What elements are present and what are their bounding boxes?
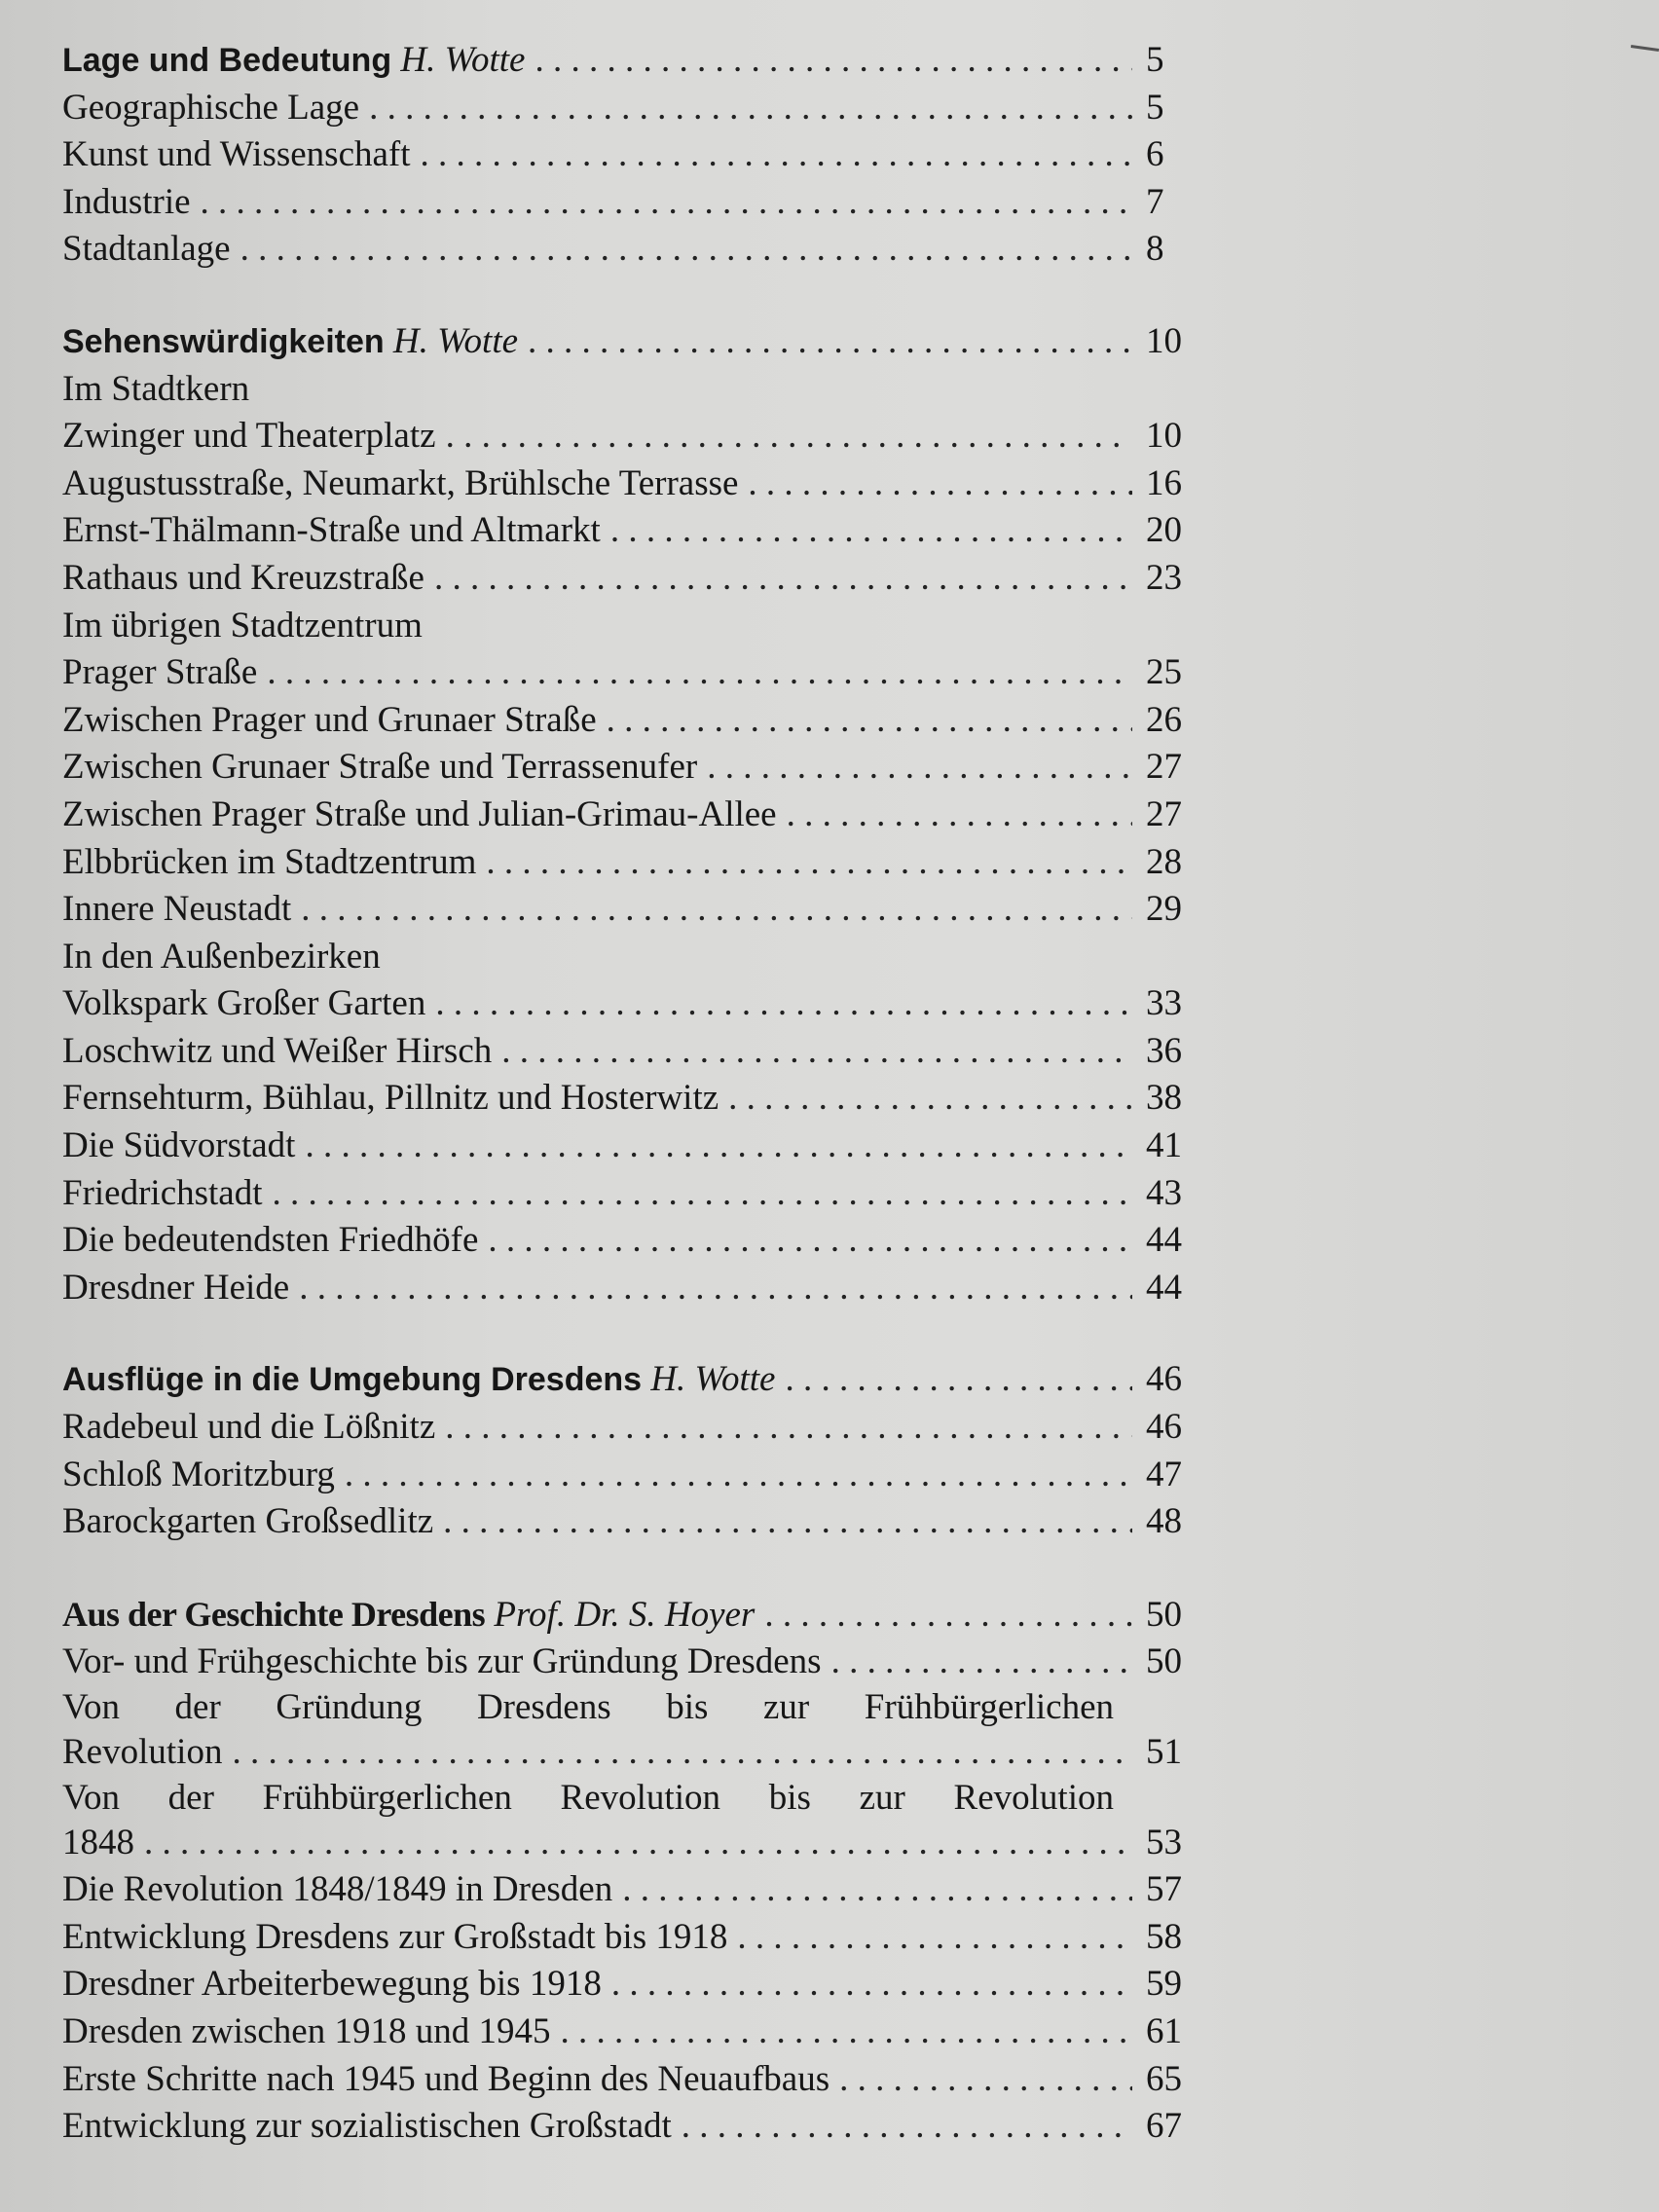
toc-entry[interactable] — [62, 1028, 1216, 1076]
entry-title: Innere Neustadt — [62, 889, 292, 930]
toc-heading[interactable] — [62, 1591, 1216, 1640]
leader-dots — [748, 461, 1132, 508]
toc-entry[interactable] — [62, 555, 1216, 603]
toc-heading[interactable] — [62, 1356, 1216, 1404]
entry-title: Kunst und Wissenschaft — [62, 134, 411, 175]
page-number: 7 — [1146, 181, 1164, 222]
leader-dots — [785, 1356, 1132, 1404]
toc-entry[interactable] — [62, 85, 1216, 132]
leader-dots — [682, 2103, 1132, 2151]
leader-dots — [528, 318, 1132, 366]
entry-title: Rathaus und Kreuzstraße — [62, 557, 424, 598]
page-number: 38 — [1146, 1078, 1182, 1119]
page-number: 58 — [1146, 1916, 1182, 1957]
toc-entry[interactable] — [62, 2009, 1216, 2056]
page-number: 26 — [1146, 699, 1182, 740]
leader-dots — [435, 980, 1132, 1028]
leader-dots — [240, 226, 1132, 274]
entry-title: Im Stadtkern — [62, 368, 250, 409]
toc-entry[interactable] — [62, 1961, 1216, 2009]
entry-title: Die bedeutendsten Friedhöfe — [62, 1220, 479, 1261]
leader-dots — [607, 697, 1132, 745]
entry-title: Von der Gründung Dresdens bis zur Frühbürgerlichen — [62, 1687, 1114, 1727]
entry-title: Von der Frühbürgerlichen Revolution bis zur Revolution — [62, 1777, 1114, 1818]
leader-dots — [707, 744, 1132, 792]
toc-entry[interactable] — [62, 649, 1216, 697]
page-number: 28 — [1146, 841, 1182, 882]
entry-title: Fernsehturm, Bühlau, Pillnitz und Hosterwitz — [62, 1078, 719, 1119]
toc-section — [62, 1591, 1216, 2151]
toc-entry[interactable] — [62, 1452, 1216, 1499]
toc-section — [62, 1356, 1216, 1545]
toc-entry[interactable] — [62, 226, 1216, 274]
leader-dots — [446, 413, 1132, 461]
page-number: 46 — [1146, 1359, 1182, 1400]
page-number: 46 — [1146, 1407, 1182, 1448]
toc-entry-multiline[interactable] — [62, 1777, 1216, 1867]
bleed-through-text — [1256, 29, 1645, 266]
entry-title-continuation: 1848 — [62, 1822, 134, 1862]
page-number: 50 — [1146, 1641, 1182, 1682]
page-number: 23 — [1146, 557, 1182, 598]
entry-title: Die Südvorstadt — [62, 1125, 296, 1166]
toc-heading[interactable] — [62, 318, 1216, 366]
toc-entry[interactable] — [62, 2103, 1216, 2151]
page-number: 20 — [1146, 510, 1182, 551]
leader-dots — [787, 792, 1132, 839]
leader-dots — [610, 507, 1132, 555]
toc-entry[interactable] — [62, 1914, 1216, 1962]
entry-title: Ernst-Thälmann-Straße und Altmarkt — [62, 510, 601, 551]
page-number: 5 — [1146, 40, 1164, 80]
toc-entry[interactable] — [62, 2056, 1216, 2104]
heading-author: H. Wotte — [400, 40, 526, 80]
entry-title: Im übrigen Stadtzentrum — [62, 605, 423, 645]
leader-dots — [232, 1729, 1132, 1777]
heading-title: Sehenswürdigkeiten — [62, 322, 385, 360]
entry-title: Erste Schritte nach 1945 und Beginn des Neuaufbaus — [62, 2058, 830, 2099]
entry-title: Stadtanlage — [62, 229, 231, 270]
entry-title-continuation: Revolution — [62, 1732, 223, 1772]
leader-dots — [273, 1170, 1132, 1218]
toc-entry[interactable] — [62, 886, 1216, 934]
page-number: 48 — [1146, 1501, 1182, 1542]
leader-dots — [144, 1820, 1132, 1867]
entry-title: Dresdner Heide — [62, 1267, 290, 1308]
toc-entry[interactable] — [62, 1404, 1216, 1452]
page-number: 51 — [1146, 1732, 1182, 1772]
heading-title: Aus der Geschichte Dresdens — [62, 1594, 486, 1634]
entry-title: Radebeul und die Lößnitz — [62, 1407, 436, 1448]
leader-dots — [560, 2009, 1132, 2056]
entry-title: Barockgarten Großsedlitz — [62, 1501, 434, 1542]
leader-dots — [267, 649, 1132, 697]
toc-entry[interactable] — [62, 1265, 1216, 1312]
page-number: 29 — [1146, 889, 1182, 930]
entry-title: In den Außenbezirken — [62, 936, 381, 977]
page-number: 16 — [1146, 462, 1182, 503]
toc-entry[interactable] — [62, 1170, 1216, 1218]
toc-subheading — [62, 366, 1216, 414]
page-number: 5 — [1146, 87, 1164, 128]
leader-dots — [434, 555, 1132, 603]
toc-entry[interactable] — [62, 1866, 1216, 1914]
leader-dots — [305, 1123, 1132, 1170]
page-number: 44 — [1146, 1220, 1182, 1261]
toc-entry[interactable] — [62, 744, 1216, 792]
page-number: 25 — [1146, 652, 1182, 693]
leader-dots — [345, 1452, 1132, 1499]
page-number: 27 — [1146, 747, 1182, 788]
entry-title: Zwischen Grunaer Straße und Terrassenufer — [62, 747, 698, 788]
page-number: 65 — [1146, 2058, 1182, 2099]
page-number: 10 — [1146, 320, 1182, 361]
page-number: 57 — [1146, 1869, 1182, 1910]
entry-title: Loschwitz und Weißer Hirsch — [62, 1030, 493, 1071]
leader-dots — [501, 1028, 1132, 1076]
toc-entry[interactable] — [62, 697, 1216, 745]
entry-title: Schloß Moritzburg — [62, 1454, 335, 1494]
toc-subheading — [62, 934, 1216, 981]
leader-dots — [737, 1914, 1132, 1962]
page-number: 43 — [1146, 1172, 1182, 1213]
page-number: 33 — [1146, 983, 1182, 1024]
toc-subheading — [62, 603, 1216, 650]
heading-author: H. Wotte — [650, 1359, 776, 1400]
entry-title: Zwischen Prager und Grunaer Straße — [62, 699, 597, 740]
leader-dots — [488, 1217, 1132, 1265]
toc-section — [62, 37, 1216, 274]
page-number: 44 — [1146, 1267, 1182, 1308]
toc-entry[interactable] — [62, 461, 1216, 508]
toc-section — [62, 318, 1216, 1311]
page-number: 59 — [1146, 1964, 1182, 2005]
entry-title: Zwischen Prager Straße und Julian-Grimau-Allee — [62, 793, 777, 834]
page-number: 41 — [1146, 1125, 1182, 1166]
toc-heading[interactable] — [62, 37, 1216, 85]
leader-dots — [535, 37, 1132, 85]
entry-title: Friedrichstadt — [62, 1172, 263, 1213]
leader-dots — [831, 1639, 1132, 1686]
entry-title: Zwinger und Theaterplatz — [62, 416, 436, 457]
entry-title: Volkspark Großer Garten — [62, 983, 426, 1024]
toc-entry[interactable] — [62, 1217, 1216, 1265]
toc-entry[interactable] — [62, 1123, 1216, 1170]
leader-dots — [728, 1075, 1132, 1123]
leader-dots — [369, 85, 1132, 132]
toc-entry[interactable] — [62, 131, 1216, 179]
page-number: 67 — [1146, 2106, 1182, 2147]
heading-title: Ausflüge in die Umgebung Dresdens — [62, 1361, 643, 1399]
leader-dots — [486, 839, 1132, 887]
leader-dots — [299, 1265, 1132, 1312]
entry-title: Dresden zwischen 1918 und 1945 — [62, 2010, 551, 2051]
toc-entry[interactable] — [62, 507, 1216, 555]
page-number: 50 — [1146, 1594, 1182, 1635]
leader-dots — [622, 1866, 1132, 1914]
page-number: 53 — [1146, 1822, 1182, 1862]
leader-dots — [201, 179, 1132, 227]
entry-title: Elbbrücken im Stadtzentrum — [62, 841, 477, 882]
toc-entry[interactable] — [62, 1639, 1216, 1686]
page-number: 61 — [1146, 2010, 1182, 2051]
entry-title: Augustusstraße, Neumarkt, Brühlsche Terrasse — [62, 462, 739, 503]
toc-entry[interactable] — [62, 179, 1216, 227]
entry-title: Dresdner Arbeiterbewegung bis 1918 — [62, 1964, 602, 2005]
heading-author: H. Wotte — [392, 320, 519, 361]
toc-entry[interactable] — [62, 792, 1216, 839]
entry-title: Industrie — [62, 181, 191, 222]
toc-entry[interactable] — [62, 413, 1216, 461]
entry-title: Die Revolution 1848/1849 in Dresden — [62, 1869, 613, 1910]
entry-title: Geographische Lage — [62, 87, 360, 128]
entry-title: Vor- und Frühgeschichte bis zur Gründung Dresdens — [62, 1641, 822, 1682]
entry-title: Entwicklung zur sozialistischen Großstadt — [62, 2106, 672, 2147]
leader-dots — [611, 1961, 1132, 2009]
toc-entry[interactable] — [62, 839, 1216, 887]
leader-dots — [445, 1404, 1132, 1452]
leader-dots — [301, 886, 1132, 934]
leader-dots — [421, 131, 1132, 179]
entry-title: Entwicklung Dresdens zur Großstadt bis 1918 — [62, 1916, 728, 1957]
toc-entry[interactable] — [62, 1075, 1216, 1123]
page-number: 8 — [1146, 229, 1164, 270]
toc-entry[interactable] — [62, 980, 1216, 1028]
page-number: 27 — [1146, 793, 1182, 834]
page-number: 6 — [1146, 134, 1164, 175]
heading-author: Prof. Dr. S. Hoyer — [494, 1594, 756, 1635]
toc-entry-multiline[interactable] — [62, 1686, 1216, 1777]
leader-dots — [443, 1498, 1132, 1546]
heading-title: Lage und Bedeutung — [62, 42, 392, 79]
page-number: 10 — [1146, 416, 1182, 457]
table-of-contents — [62, 37, 1216, 2195]
toc-entry[interactable] — [62, 1498, 1216, 1546]
leader-dots — [764, 1592, 1132, 1640]
page-number: 36 — [1146, 1030, 1182, 1071]
leader-dots — [839, 2056, 1132, 2104]
page-number: 47 — [1146, 1454, 1182, 1494]
entry-title: Prager Straße — [62, 652, 258, 693]
